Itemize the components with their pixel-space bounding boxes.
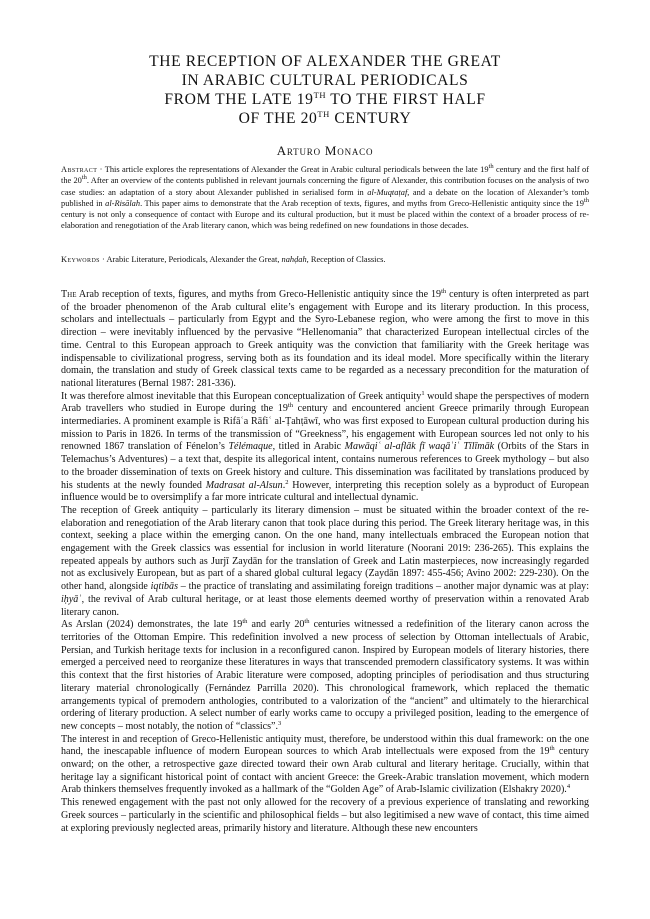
footnote-ref-2[interactable]: 2	[285, 478, 289, 486]
keywords: Keywords · Arabic Literature, Periodicals, Alexander the Great, nahḍah, Reception of Classics.	[61, 255, 386, 264]
body-paragraph-6: This renewed engagement with the past not only allowed for the recovery of a previous experience of translating and reworking Greek sources – particularly in the scientific and philosophical fields – but also legitimised a new wave of contact, this time aimed at exploring previously neglected areas, primarily history and literature. Although these new encounters	[61, 797, 589, 834]
title-line-3: FROM THE LATE 19TH TO THE FIRST HALF	[164, 90, 486, 108]
body-paragraph-4: As Arslan (2024) demonstrates, the late 19th and early 20th centuries witnessed a redefinition of the literary canon across the territories of the Ottoman Empire. This redefinition involved a new process of selection by Ottoman intellectuals of Arabic, Persian, and Turkish heritage texts for inclusion in a reconfigured canon. Inspired by European models of literary histories, there emerged a perceived need to reorganize these literatures in ways that transcended premodern classificatory systems. It was within this context that the first histories of Arabic literature were composed, adopting principles of periodisation and thus structuring literary material chronologically (Fernández Parrilla 2020). This chronological framework, which replaced the thematic arrangements typical of premodern anthologies, contributed to a valorization of the “ancient” and ultimately to the hierarchical ordering of literary production. A select number of early works came to occupy a privileged position, leading to the emergence of new concepts – most notably, the notion of “classics”.$^3$	[61, 618, 589, 732]
body-paragraph-5: The interest in and reception of Greco-Hellenistic antiquity must, therefore, be understood within this dual framework: on the one hand, the inescapable influence of modern European sources to which Arab intellectuals were exposed from the 19th century onward; on the other, a retrospective gaze directed toward their own Arab cultural and literary heritage. Crucially, within that heritage lay a significant historical point of contact with ancient Greece: the Greek-Arabic translation movement, which modern Arab thinkers themselves frequently invoked as a hallmark of the “Golden Age” of Arab-Islamic civilization (Elshakry 2020).$^4$	[61, 733, 590, 796]
footnote-ref-4[interactable]: 4	[566, 783, 571, 791]
footnote-ref-3[interactable]: 3	[277, 719, 282, 727]
body-paragraph-2: It was therefore almost inevitable that this European conceptualization of Greek antiquity$^1$ would shape the perspectives of modern Arab travellers who studied in Europe during the 19th century and encountered ancient Greece primarily through European intermediaries. A prominent example is Rifāʿa Rāfiʿ al-Ṭahṭāwī, who was first exposed to European cultural production during his mission to Paris in 1826. In terms of the transmission of “Greekness”, his engagement with European sources led not only to his renowned 1867 translation of Fénelon’s Télémaque, titled in Arabic Mawāqiʿ al-aflāk fī waqāʾiʿ Tīlīmāk (Orbits of the Stars in Telemachus’s Adventures) – a text that, despite its allegorical intent, contains numerous references to Greek mythology – but also to the broader dissemination of texts on Greek history and culture. This dissemination was facilitated by translations produced by his students at the newly founded Madrasat al-Alsun.$^2$ However, interpreting this reception solely as a byproduct of European influence would be to oversimplify a far more intricate cultural and intellectual dynamic.	[61, 389, 589, 504]
title-line-4: OF THE 20TH CENTURY	[238, 109, 412, 127]
title-line-2: IN ARABIC CULTURAL PERIODICALS	[181, 72, 469, 89]
abstract-label: Abstract	[61, 165, 98, 174]
keywords-label: Keywords	[61, 255, 100, 264]
footnote-ref-1[interactable]: 1	[421, 389, 425, 397]
body-paragraph-1: The Arab reception of texts, figures, and myths from Greco-Hellenistic antiquity since the 19th century is often interpreted as part of the broader phenomenon of the Arab cultural elite’s engagement with Europe and its literary production. In this process, scholars and intellectuals – particularly from Egypt and the Syro-Lebanese region, who were among the first to move in this direction – were inevitably influenced by the pervasive “Hellenomania” that characterized European intellectual circles of the time. Central to this European approach to Greek antiquity was the conviction that familiarity with the Greek heritage was indispensable to civilizational progress, serving both as its foundation and its ideal model. More specifically within the literary domain, the translation and study of Greek classical texts came to be regarded as a necessary precondition for the maturation of national literatures (Bernal 1987: 281-336).	[61, 288, 589, 389]
abstract: Abstract · This article explores the representations of Alexander the Great in Arabic cultural periodicals between the late 19th century and the first half of the 20th. After an overview of the contents published in relevant journals concerning the figure of Alexander, this contribution focuses on the analysis of two case studies: an adaptation of a story about Alexander published in serialised form in al-Muqtaṭaf, and a debate on the location of Alexander’s tomb published in al-Risālah. This paper aims to demonstrate that the Arab reception of texts, figures, and myths from Greco-Hellenistic antiquity since the 19th century is not only a consequence of contact with Europe and its cultural production, but it must be placed within the context of a broader process of re-elaboration and renegotiation of the Arab literary canon, which was being redefined on new foundations in those decades.	[61, 163, 590, 231]
title-line-1: THE RECEPTION OF ALEXANDER THE GREAT	[149, 53, 501, 70]
body-paragraph-3: The reception of Greek antiquity – particularly its literary dimension – must be situated within the broader context of the re-elaboration and renegotiation of the Arab literary canon that took place during this period. The Greek literary heritage was, in this context, seeking a place within the emerging canon. On the one hand, many intellectuals embraced the European notion that engagement with the Greek classics was essential for inclusion in world literature (Noorani 2019: 236-265). This explains the repeated appeals by authors such as Jurjī Zaydān for the translation of Greek and Latin masterpieces, now increasingly regarded not as exclusively European, but as part of a shared global cultural legacy (Zaydān 1897: 455-456; Avino 2002: 229-230). On the other hand, alongside iqtibās – the practice of translating and assimilating foreign traditions – another major dynamic was at play: iḥyāʾ, the revival of Arab cultural heritage, or at least those elements deemed worthy of preservation within a renovated Arab literary canon.	[61, 504, 589, 618]
author-name: Arturo Monaco	[276, 143, 374, 158]
article-title	[60, 52, 590, 128]
article-body	[61, 289, 589, 835]
